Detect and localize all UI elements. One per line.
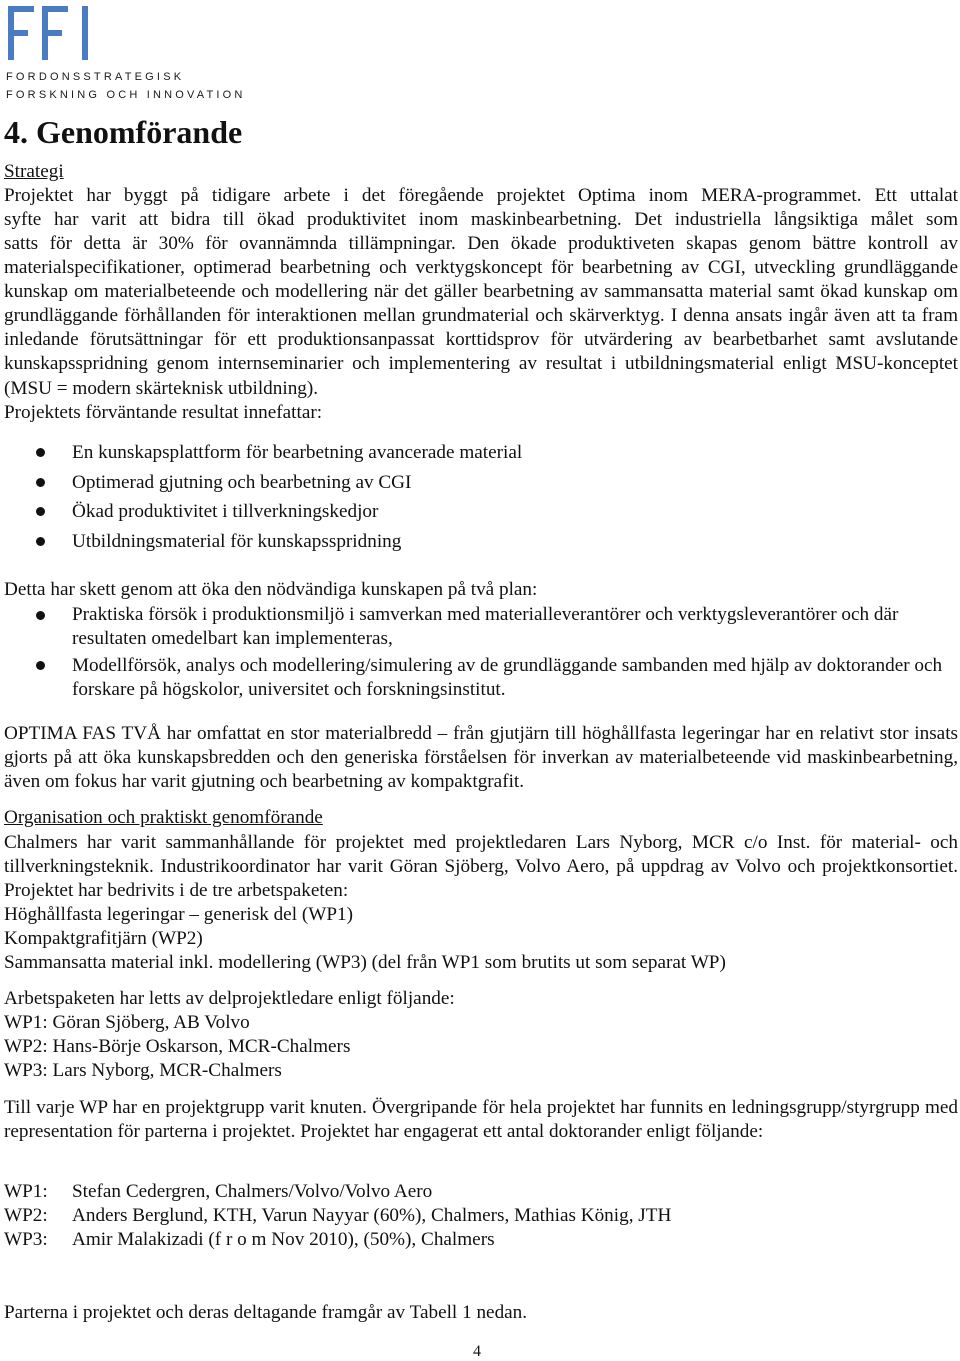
bullet-icon — [36, 661, 45, 670]
leaders-block — [4, 987, 958, 1083]
doctoral-list — [4, 1180, 958, 1252]
leaders-intro: Arbetspaketen har letts av delprojektledare enligt följande: — [4, 988, 455, 1009]
strategy-line-3: satts för detta är 30% för ovannämnda tillämpningar. — [4, 233, 456, 254]
list-item: Praktiska försök i produktionsmiljö i samverkan med materialleverantörer och verktygsleverantörer och där resultaten omedelbart kan implementeras, — [0, 603, 950, 651]
section-heading: 4. Genomförande — [4, 114, 243, 150]
leader-wp3: WP3: Lars Nyborg, MCR-Chalmers — [4, 1060, 282, 1082]
leader-wp1: WP1: Göran Sjöberg, AB Volvo — [4, 1012, 250, 1034]
strategy-line-1: Projektet har byggt på tidigare arbete i det föregående projektet Optima inom MERA-programmet. Ett uttalat — [4, 185, 958, 206]
strategy-label: Strategi — [4, 161, 64, 182]
strategy-line-2: syfte har varit att bidra till ökad produktivitet inom maskinbearbetning. Det industriella långsiktiga målet som — [4, 209, 958, 231]
levels-intro: Detta har skett genom att öka den nödvändiga kunskapen på två plan: — [4, 579, 538, 600]
closing-text: Parterna i projektet och deras deltagande framgår av Tabell 1 nedan. — [4, 1302, 528, 1323]
list-item: Ökad produktivitet i tillverkningskedjor — [0, 497, 950, 527]
work-package-2: Kompaktgrafitjärn (WP2) — [4, 928, 203, 950]
bullet-icon — [36, 478, 45, 487]
levels-list — [0, 603, 950, 704]
logo-text-line-1: FORDONSSTRATEGISK — [6, 71, 185, 83]
strategy-paragraph — [4, 232, 958, 425]
bullet-icon — [36, 611, 45, 620]
bullet-icon — [36, 448, 45, 457]
organisation-paragraph: Chalmers har varit sammanhållande för projektet med projektledaren Lars Nyborg, MCR c/o Inst. för material- och tillverkningsteknik. Industrikoordinator har varit Göran Sjöberg, Volvo Aero, på uppdrag av Volvo och projektkonsortiet. Projektet har bedrivits i de tre arbetspaketen: Höghållfasta legeringar – generisk del (WP1) Kompaktgrafitjärn (WP2) Sammansatta material inkl. modellering (WP3) (del från WP1 som brutits ut som separat WP) — [4, 831, 958, 976]
strategy-para1-b: I denna ansats ingår även att ta fram inledande förutsättningar för ett produktionsanpassat korttidsprov för utvärdering av bearbetbarhet samt avslutande kunskapsspridning genom internseminarier och implementering av resultat i utbildningsmaterial enligt MSU-konceptet (MSU = modern skärteknisk utbildning). — [4, 305, 958, 399]
list-item: Optimerad gjutning och bearbetning av CGI — [0, 468, 950, 498]
doctoral-row: WP2: Anders Berglund, KTH, Varun Nayyar (60%), Chalmers, Mathias König, JTH — [4, 1205, 672, 1227]
list-item: En kunskapsplattform för bearbetning avancerade material — [0, 438, 950, 468]
list-item: Utbildningsmaterial för kunskapsspridning — [0, 527, 950, 557]
expected-intro: Projektets förväntande resultat innefattar: — [4, 401, 323, 423]
bullet-icon — [36, 537, 45, 546]
expected-results-list — [0, 438, 950, 556]
strategy-intro — [4, 184, 958, 232]
ffi-logo — [6, 0, 96, 64]
ffi-logo-mark — [6, 0, 96, 64]
organisation-label: Organisation och praktiskt genomförande — [4, 807, 323, 828]
doctoral-row: WP3: Amir Malakizadi (f r o m Nov 2010), (50%), Chalmers — [4, 1229, 495, 1251]
optima-paragraph: OPTIMA FAS TVÅ har omfattat en stor materialbredd – från gjutjärn till höghållfasta legeringar har en relativt stor insats gjorts på att öka kunskapsbredden och den generiska förståelsen för inverkan av materialbeteende vid maskinbearbetning, även om fokus har varit gjutning och bearbetning av kompaktgrafit. — [4, 723, 958, 793]
page-number: 4 — [473, 1343, 481, 1360]
leader-wp2: WP2: Hans-Börje Oskarson, MCR-Chalmers — [4, 1036, 351, 1058]
doctoral-row: WP1: Stefan Cedergren, Chalmers/Volvo/Volvo Aero — [4, 1181, 433, 1202]
groups-paragraph: Till varje WP har en projektgrupp varit knuten. Övergripande för hela projektet har funnits en ledningsgrupp/styrgrupp med representation för parterna i projektet. Projektet har engagerat ett antal doktorander enligt följande: — [4, 1097, 958, 1143]
work-package-3: Sammansatta material inkl. modellering (WP3) (del från WP1 som brutits ut som separat WP) — [4, 952, 726, 974]
strategy-para1-rest: Den ökade produktiveten skapas genom bättre kontroll av materialspecifikationer, optimerad bearbetning och verktygskoncept för bearbetning av CGI, utveckling grundläggande kunskap om materialbeteende och modellering när det gäller bearbetning av sammansatta material samt ökad kunskap om grundläggande förhållanden för interaktionen mellan grundmaterial och skärverktyg. — [4, 233, 959, 327]
work-package-1: Höghållfasta legeringar – generisk del (WP1) — [4, 904, 353, 926]
list-item: Modellförsök, analys och modellering/simulering av de grundläggande sambanden med hjälp av doktorander och forskare på högskolor, universitet och forskningsinstitut. — [0, 654, 950, 702]
work-packages-intro: Projektet har bedrivits i de tre arbetspaketen: — [4, 880, 349, 902]
logo-text-line-2: FORSKNING OCH INNOVATION — [6, 89, 246, 101]
bullet-icon — [36, 507, 45, 516]
